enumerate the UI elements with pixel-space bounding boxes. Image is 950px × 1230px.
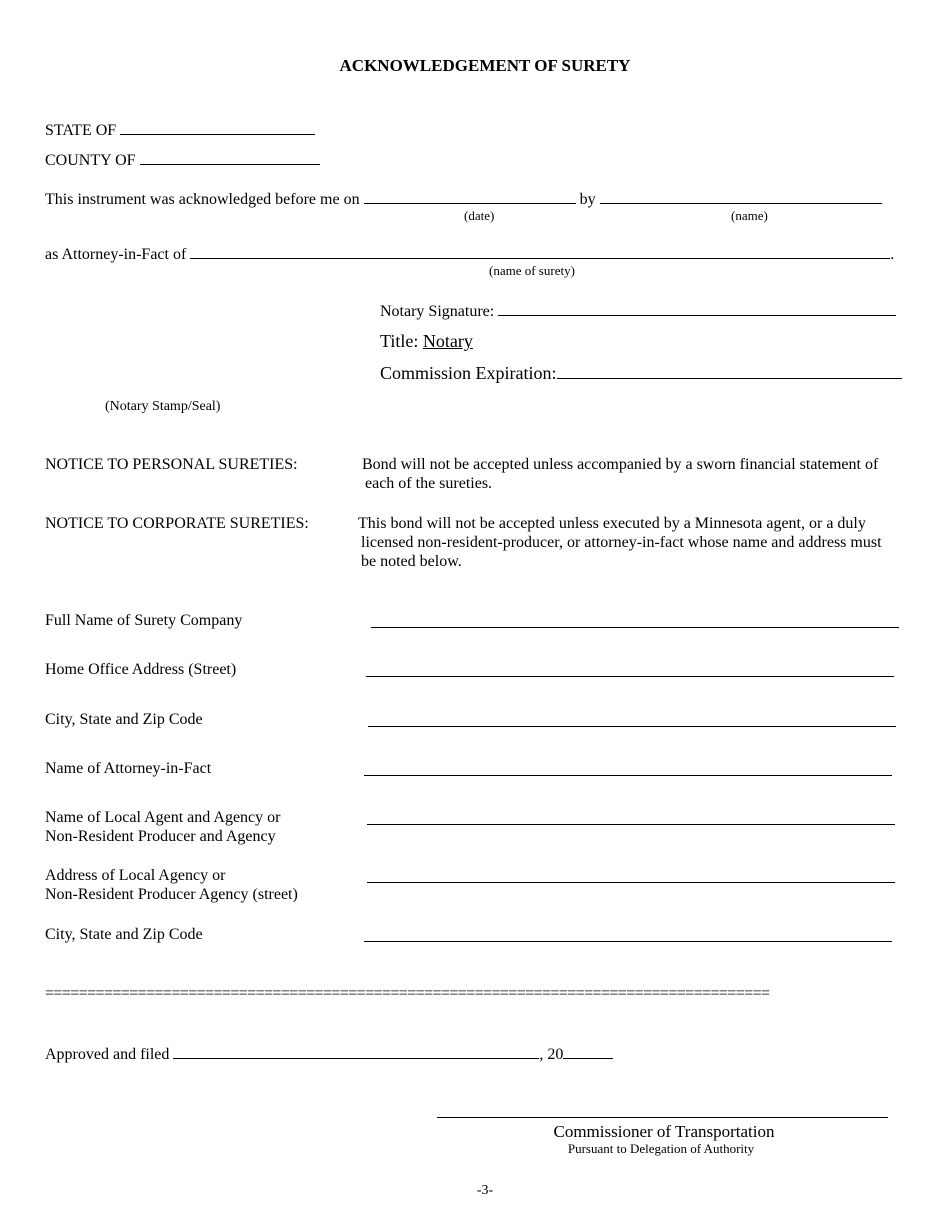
surety-name-field[interactable] xyxy=(190,244,890,259)
field-input-agency-city-state-zip[interactable] xyxy=(364,927,892,942)
field-input-surety-company[interactable] xyxy=(371,613,899,628)
county-label: COUNTY OF xyxy=(45,152,136,169)
attorney-period: . xyxy=(890,246,895,263)
field-input-city-state-zip[interactable] xyxy=(368,712,896,727)
county-row xyxy=(45,150,320,170)
acknowledgement-row xyxy=(45,189,882,209)
commissioner-subtitle: Pursuant to Delegation of Authority xyxy=(567,1141,755,1156)
acknowledgement-text: This instrument was acknowledged before me on xyxy=(45,191,360,208)
field-input-home-office[interactable] xyxy=(366,662,894,677)
field-label-agency-address: Address of Local Agency or xyxy=(45,867,226,884)
approved-year-field[interactable] xyxy=(563,1044,613,1059)
county-field[interactable] xyxy=(140,150,320,165)
notice-personal-line1: Bond will not be accepted unless accompanied by a sworn financial statement of xyxy=(362,456,879,473)
notice-corporate-line1: This bond will not be accepted unless executed by a Minnesota agent, or a duly xyxy=(358,515,866,532)
notary-stamp-caption: (Notary Stamp/Seal) xyxy=(105,399,221,414)
notary-title-row xyxy=(380,331,473,352)
notice-corporate-line3: be noted below. xyxy=(361,553,462,570)
field-label-city-state-zip: City, State and Zip Code xyxy=(45,711,203,728)
field-label-surety-company: Full Name of Surety Company xyxy=(45,612,243,629)
surety-caption: (name of surety) xyxy=(489,263,575,278)
state-field[interactable] xyxy=(120,120,315,135)
approved-year-prefix: , 20 xyxy=(539,1046,564,1063)
attorney-row xyxy=(45,244,894,264)
page-number: -3- xyxy=(476,1183,494,1198)
commission-row xyxy=(380,363,902,384)
notary-title-label: Title: xyxy=(380,331,419,351)
notary-signature-field[interactable] xyxy=(498,301,896,316)
by-text: by xyxy=(579,191,596,208)
field-label-local-agent-line2: Non-Resident Producer and Agency xyxy=(45,828,276,845)
commission-label: Commission Expiration: xyxy=(380,363,557,383)
notary-signature-row xyxy=(380,301,896,321)
date-caption: (date) xyxy=(464,208,495,223)
field-label-local-agent: Name of Local Agent and Agency or xyxy=(45,809,281,826)
notice-personal-label: NOTICE TO PERSONAL SURETIES: xyxy=(45,456,298,473)
state-label: STATE OF xyxy=(45,122,117,139)
field-input-agency-address[interactable] xyxy=(367,868,895,883)
commissioner-signature-line[interactable] xyxy=(437,1103,888,1118)
approved-row xyxy=(45,1044,613,1064)
notary-title-value: Notary xyxy=(422,331,473,351)
commission-field[interactable] xyxy=(557,364,902,379)
notary-signature-label: Notary Signature: xyxy=(380,303,495,320)
approved-label: Approved and filed xyxy=(45,1046,170,1063)
field-label-home-office: Home Office Address (Street) xyxy=(45,661,237,678)
attorney-text: as Attorney-in-Fact of xyxy=(45,246,187,263)
notice-corporate-line2: licensed non-resident-producer, or attorney-in-fact whose name and address must xyxy=(361,534,882,551)
notice-personal-line2: each of the sureties. xyxy=(365,475,493,492)
field-label-attorney-name: Name of Attorney-in-Fact xyxy=(45,760,212,777)
field-label-agency-city-state-zip: City, State and Zip Code xyxy=(45,926,203,943)
field-label-agency-address-line2: Non-Resident Producer Agency (street) xyxy=(45,886,298,903)
name-caption: (name) xyxy=(731,208,768,223)
page-title: ACKNOWLEDGEMENT OF SURETY xyxy=(339,56,631,75)
separator-line: ====================================================================================== xyxy=(45,985,770,1002)
name-field[interactable] xyxy=(600,189,882,204)
notice-corporate-label: NOTICE TO CORPORATE SURETIES: xyxy=(45,515,309,532)
state-row xyxy=(45,120,315,140)
date-field[interactable] xyxy=(364,189,576,204)
field-input-attorney-name[interactable] xyxy=(364,761,892,776)
field-input-local-agent[interactable] xyxy=(367,810,895,825)
approved-date-field[interactable] xyxy=(173,1044,539,1059)
commissioner-title: Commissioner of Transportation xyxy=(553,1122,775,1141)
